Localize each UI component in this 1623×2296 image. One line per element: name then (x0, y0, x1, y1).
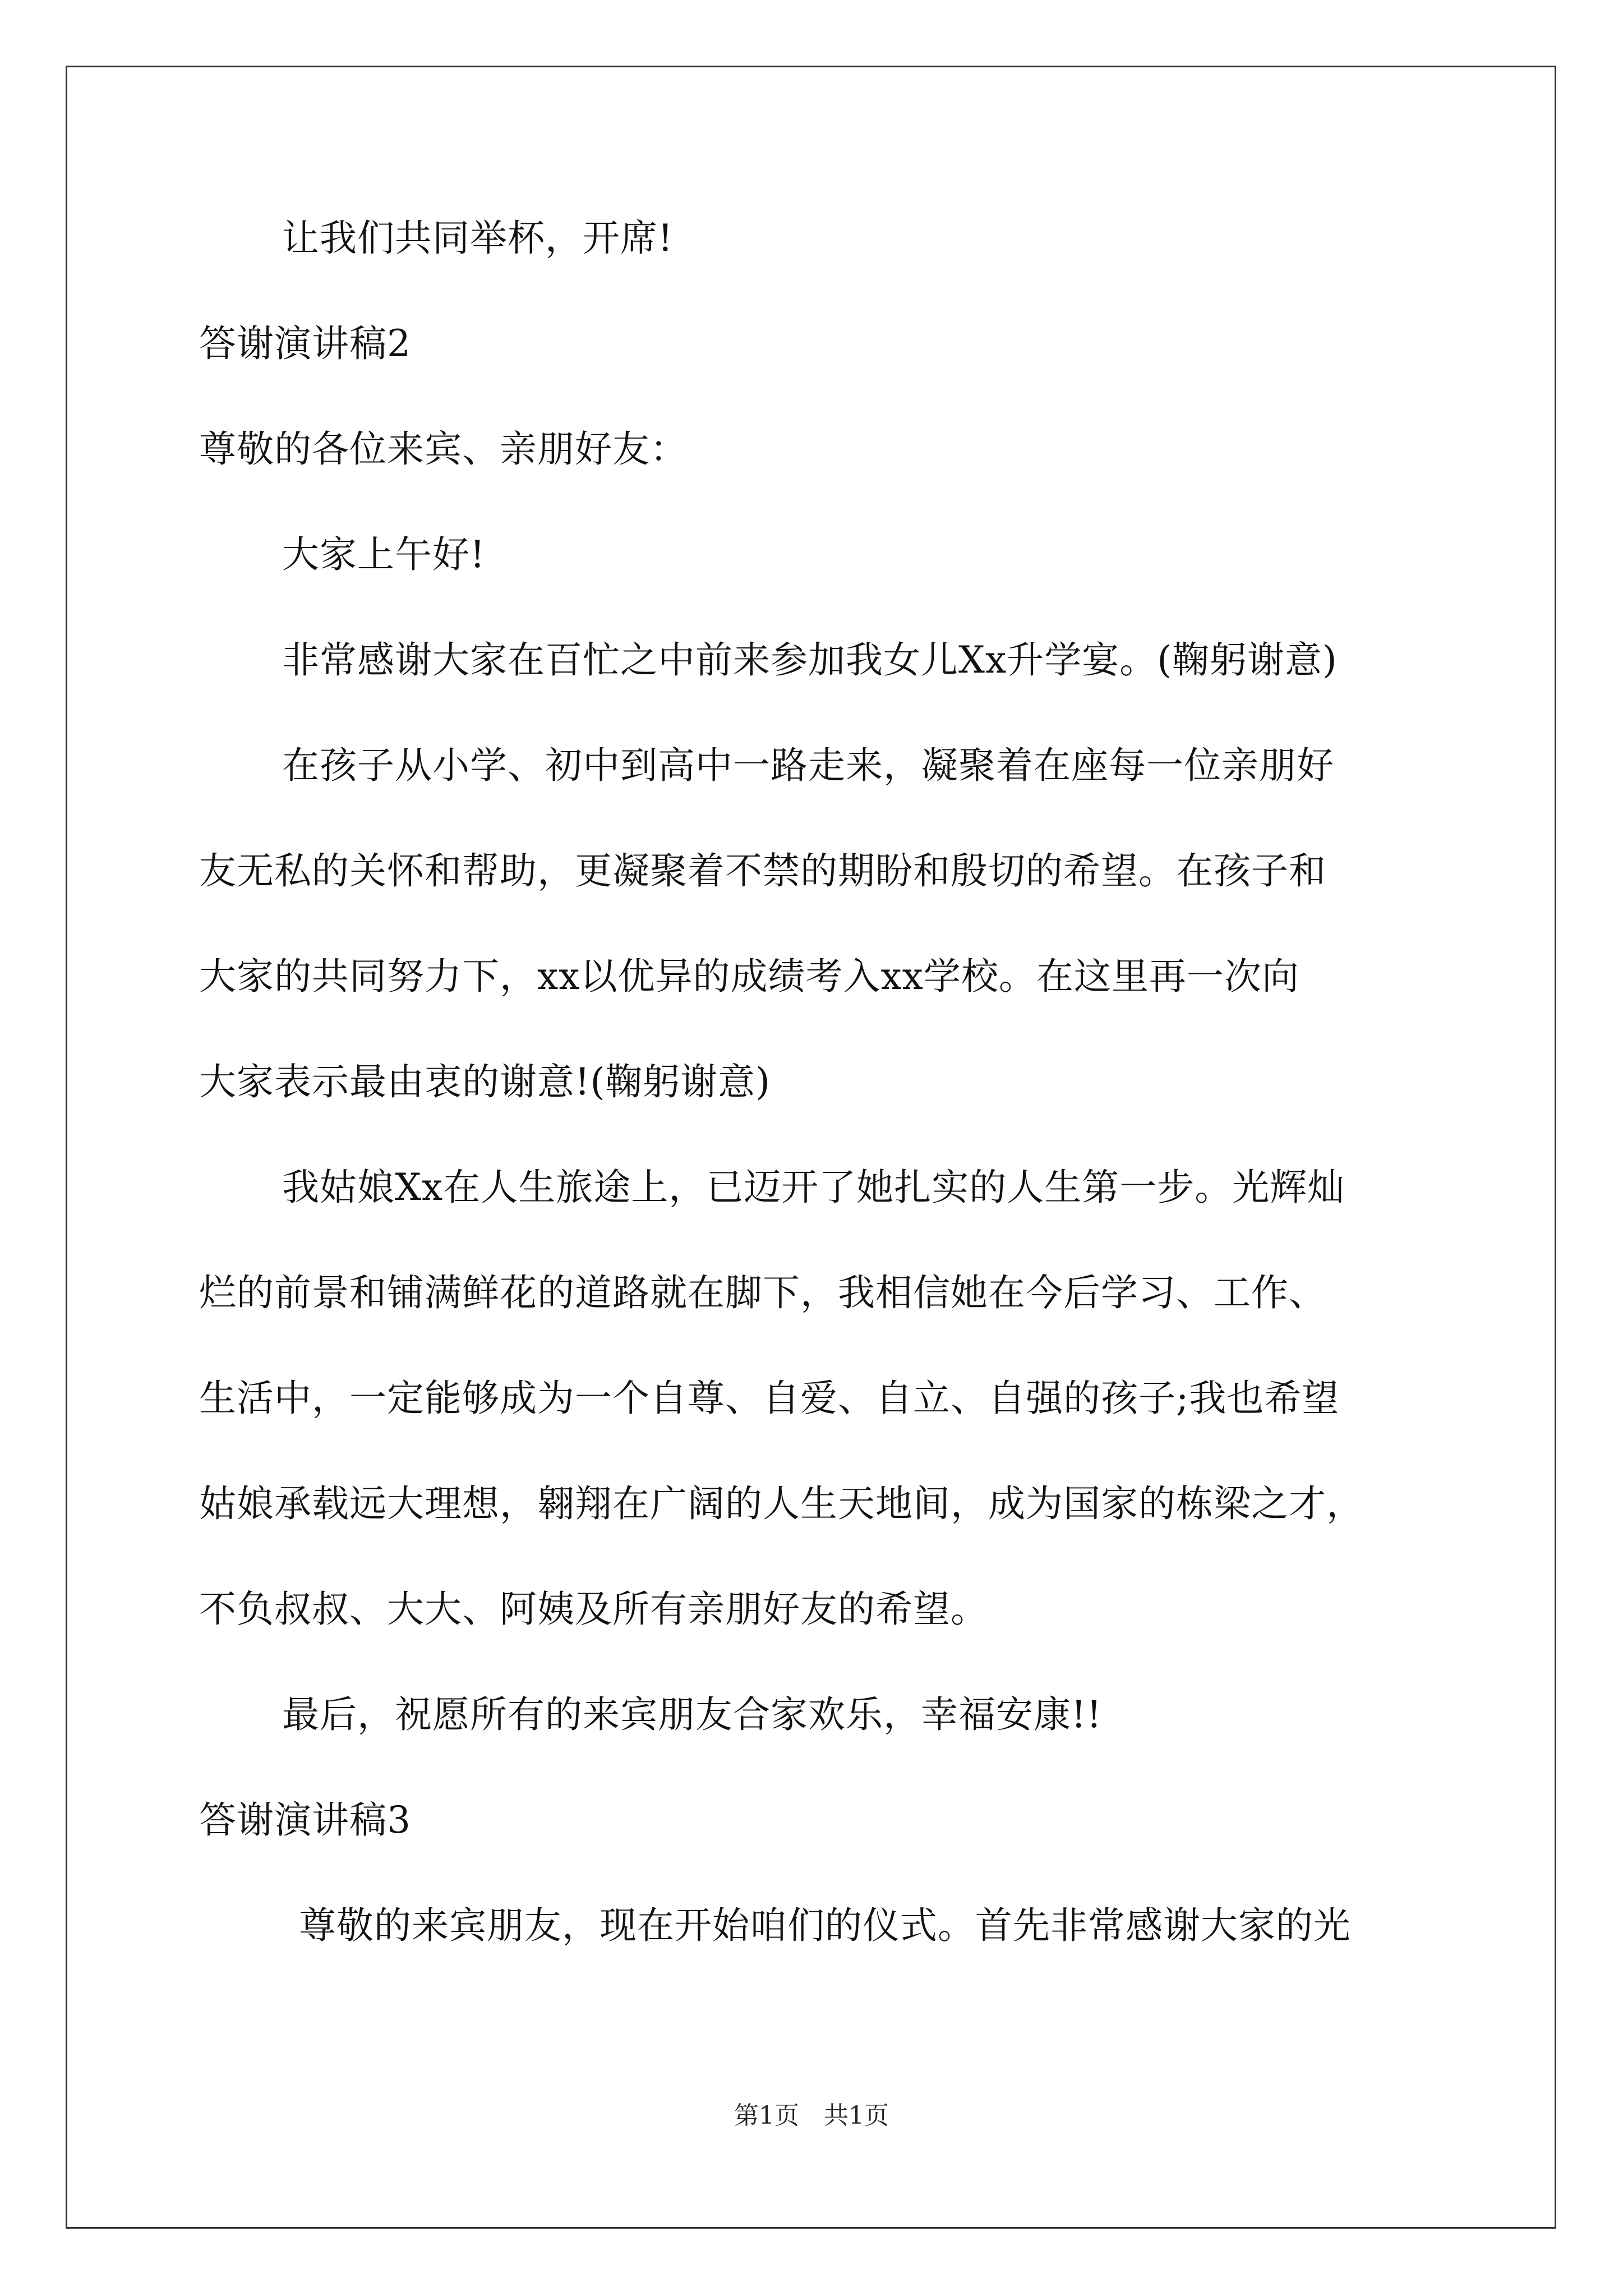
paragraph-line: 答谢演讲稿3 (199, 1798, 411, 1842)
paragraph-line: 非常感谢大家在百忙之中前来参加我女儿Xx升学宴。(鞠躬谢意) (282, 638, 1338, 682)
paragraph-line: 尊敬的各位来宾、亲朋好友： (199, 427, 688, 471)
paragraph-line: 我姑娘Xx在人生旅途上，已迈开了她扎实的人生第一步。光辉灿 (282, 1166, 1345, 1209)
paragraph-line: 最后，祝愿所有的来宾朋友合家欢乐，幸福安康!! (282, 1693, 1103, 1736)
paragraph-line: 生活中，一定能够成为一个自尊、自爱、自立、自强的孩子;我也希望 (199, 1377, 1340, 1420)
paragraph-line: 不负叔叔、大大、阿姨及所有亲朋好友的希望。 (199, 1588, 988, 1631)
paragraph-line: 大家的共同努力下，xx以优异的成绩考入xx学校。在这里再一次向 (199, 955, 1299, 998)
page-footer: 第1页 共1页 (734, 2101, 889, 2130)
paragraph-line: 尊敬的来宾朋友，现在开始咱们的仪式。首先非常感谢大家的光 (299, 1904, 1351, 1947)
paragraph-line: 让我们共同举杯，开席! (282, 217, 674, 260)
paragraph-line: 答谢演讲稿2 (199, 322, 411, 365)
paragraph-line: 友无私的关怀和帮助，更凝聚着不禁的期盼和殷切的希望。在孩子和 (199, 849, 1326, 892)
document-body (199, 213, 1455, 2006)
paragraph-line: 大家表示最由衷的谢意!(鞠躬谢意) (199, 1060, 771, 1103)
paragraph-line: 大家上午好! (282, 533, 486, 576)
paragraph-line: 姑娘承载远大理想，翱翔在广阔的人生天地间，成为国家的栋梁之才， (199, 1482, 1364, 1525)
paragraph-line: 烂的前景和铺满鲜花的道路就在脚下，我相信她在今后学习、工作、 (199, 1271, 1326, 1314)
paragraph-line: 在孩子从小学、初中到高中一路走来，凝聚着在座每一位亲朋好 (282, 744, 1334, 787)
